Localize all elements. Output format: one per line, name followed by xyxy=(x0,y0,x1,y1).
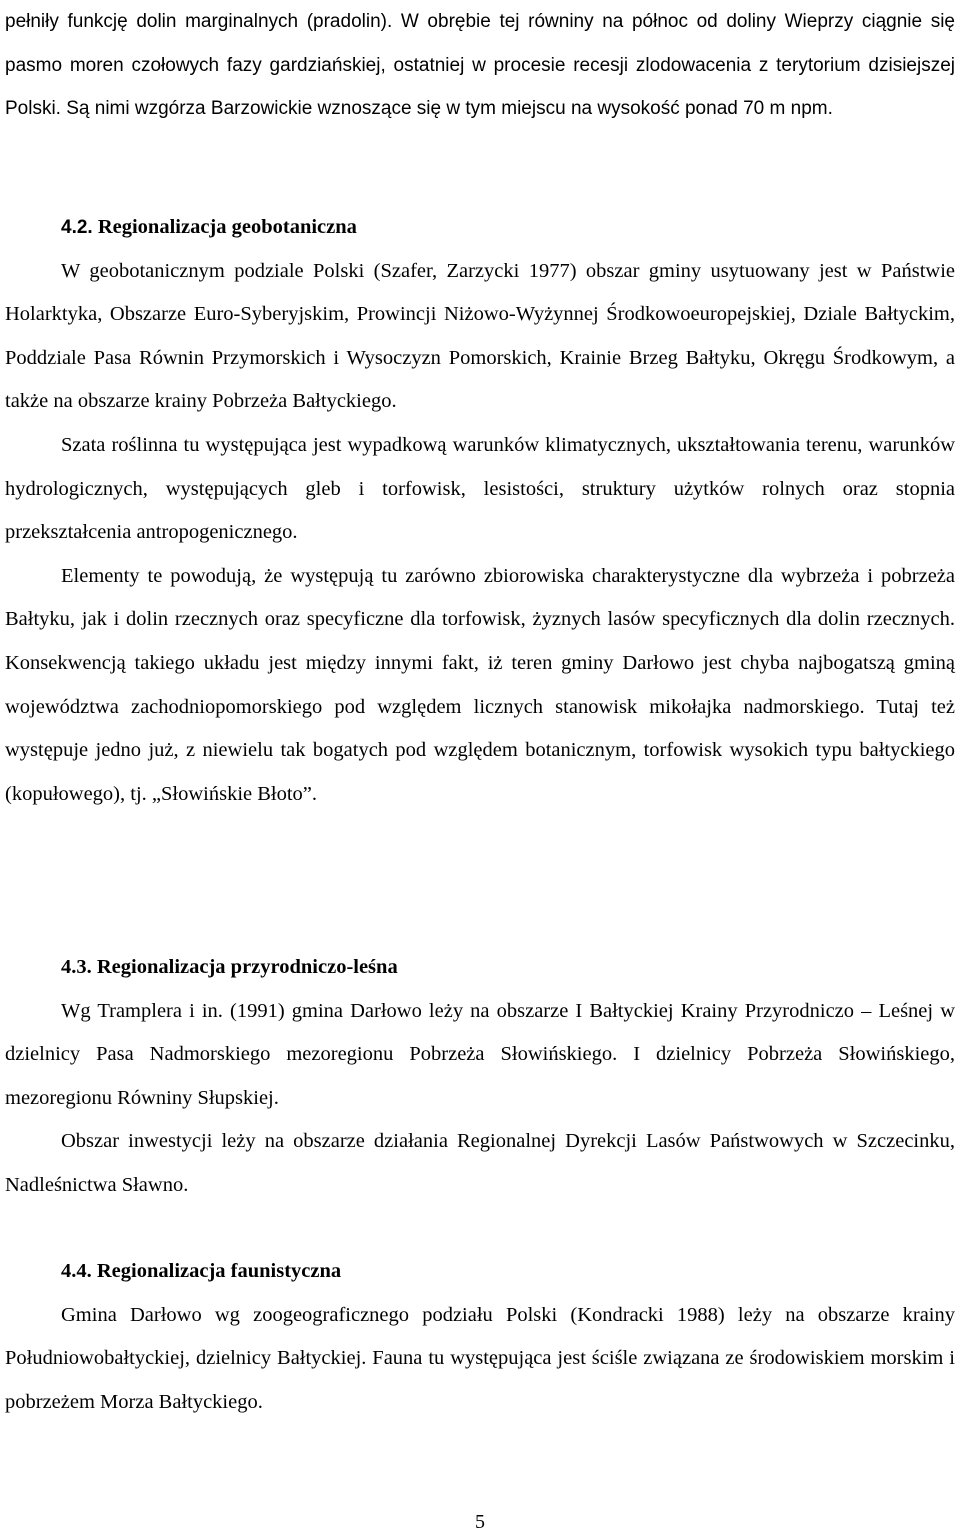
section-title: Regionalizacja przyrodniczo-leśna xyxy=(96,956,398,978)
section-heading xyxy=(5,206,955,250)
section-title: Regionalizacja geobotaniczna xyxy=(97,216,357,238)
body-paragraph: W geobotanicznym podziale Polski (Szafer, Zarzycki 1977) obszar gminy usytuowany jest w Państwie Holarktyka, Obszarze Euro-Syberyjskim, Prowincji Niżowo-Wyżynnej Środkowoeuropejskiej, Dziale Bałtyckim, Poddziale Pasa Równin Przymorskich i Wysoczyzn Pomorskich, Krainie Brzeg Bałtyku, Okręgu Środkowym, a także na obszarze krainy Pobrzeża Bałtyckiego. xyxy=(5,259,955,413)
section-number: 4.4. xyxy=(61,1260,92,1282)
section-heading xyxy=(5,946,955,990)
section-4-4 xyxy=(5,1250,955,1424)
section-number: 4.2. xyxy=(61,217,93,238)
body-paragraph: Obszar inwestycji leży na obszarze działania Regionalnej Dyrekcji Lasów Państwowych w Szczecinku, Nadleśnictwa Sławno. xyxy=(5,1130,955,1196)
body-paragraph: Szata roślinna tu występująca jest wypadkową warunków klimatycznych, ukształtowania terenu, warunków hydrologicznych, występujących gleb i torfowisk, lesistości, struktury użytków rolnych oraz stopnia przekształcenia antropogenicznego. xyxy=(5,433,955,544)
body-paragraph: Wg Tramplera i in. (1991) gmina Darłowo leży na obszarze I Bałtyckiej Krainy Przyrodniczo – Leśnej w dzielnicy Pasa Nadmorskiego mezoregionu Pobrzeża Słowińskiego. I dzielnicy Pobrzeża Słowińskiego, mezoregionu Równiny Słupskiej. xyxy=(5,999,955,1109)
section-title: Regionalizacja faunistyczna xyxy=(96,1260,342,1282)
intro-paragraph: pełniły funkcję dolin marginalnych (pradolin). W obrębie tej równiny na północ od doliny Wieprzy ciągnie się pasmo moren czołowych fazy gardziańskiej, ostatniej w procesie recesji zlodowacenia z terytorium dzisiejszej Polski. Są nimi wzgórza Barzowickie wznoszące się w tym miejscu na wysokość ponad 70 m npm. xyxy=(5,11,955,119)
body-paragraph: Gmina Darłowo wg zoogeograficznego podziału Polski (Kondracki 1988) leży na obszarze krainy Południowobałtyckiej, dzielnicy Bałtyckiej. Fauna tu występująca jest ściśle związana ze środowiskiem morskim i pobrzeżem Morza Bałtyckiego. xyxy=(5,1303,955,1413)
section-4-2 xyxy=(5,206,955,816)
body-paragraph: Elementy te powodują, że występują tu zarówno zbiorowiska charakterystyczne dla wybrzeża i pobrzeża Bałtyku, jak i dolin rzecznych oraz specyficzne dla torfowisk, żyznych lasów specyficznych dla dolin rzecznych. Konsekwencją takiego układu jest między innymi fakt, iż teren gminy Darłowo jest chyba najbogatszą gminą województwa zachodniopomorskiego pod względem licznych stanowisk mikołajka nadmorskiego. Tutaj też występuje jedno już, z niewielu tak bogatych pod względem botanicznym, torfowisk wysokich typu bałtyckiego (kopułowego), tj. „Słowińskie Błoto”. xyxy=(5,564,955,805)
section-4-3 xyxy=(5,946,955,1208)
section-heading xyxy=(5,1250,955,1294)
page-number: 5 xyxy=(475,1511,485,1533)
section-number: 4.3. xyxy=(61,956,92,978)
